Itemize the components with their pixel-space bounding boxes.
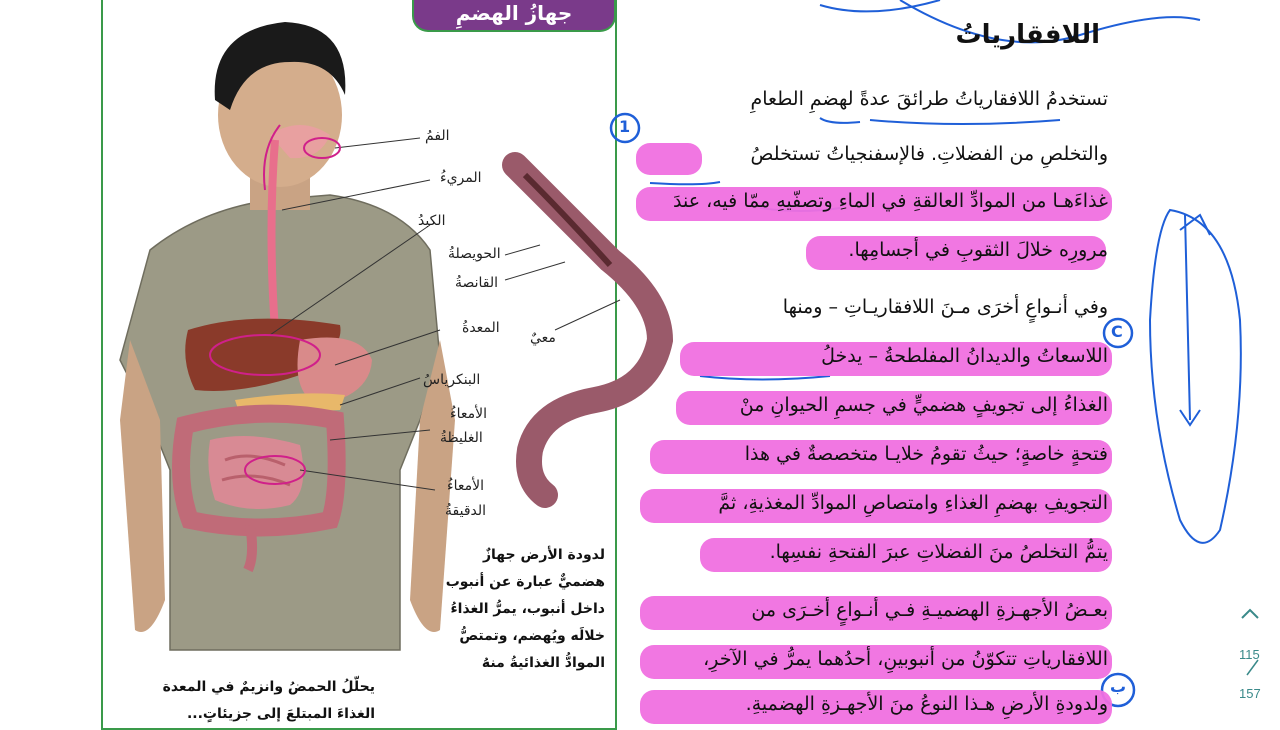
label-stomach: المعدةُ [462,320,500,336]
annotation-circle-3: ب [1110,677,1127,696]
label-mouth: الفمُ [425,128,450,144]
paragraph1-line: غذاءَهـا من الموادِّ العالقةِ في الماءِ وتصفّيهِ ممّا فيه، عندَ [672,190,1108,212]
label-liver: الكبدُ [418,213,446,229]
paragraph3-line: بعـضُ الأجهـزةِ الهضميـةِ فـي أنـواعٍ أخـرَى من [751,599,1108,621]
page-current: 115 [1239,647,1260,662]
annotation-circle-1: 1 [619,117,631,136]
rectum [248,525,252,570]
label-large-intestine-2: الغليظةُ [440,430,483,446]
paragraph1-line: والتخلصِ من الفضلاتِ. فالإسفنجياتُ تستخلصُ [750,143,1108,165]
small-intestine [208,436,303,509]
paragraph2-line: وفي أنـواعٍ أخرَى مـنَ اللافقاريـاتِ – ومنها [782,296,1108,318]
label-pancreas: البنكرياسُ [423,372,481,388]
scroll-up-button[interactable] [1240,606,1256,620]
section-heading: اللافقارياتُ [955,20,1100,50]
paragraph2-line: التجويفِ بهضمِ الغذاءِ وامتصاصِ الموادِّ المغذيةِ، ثمَّ [718,492,1108,514]
highlight [636,143,702,175]
paragraph2-line: الغذاءُ إلى تجويفٍ هضميٍّ في جسمِ الحيوانِ منْ [739,394,1108,416]
figure-title: جهازُ الهضمِ [412,0,616,32]
esophagus-tube [272,140,276,330]
label-worm-intestine: معيٌ [530,330,556,346]
paragraph3-line: اللافقارياتِ تتكوّنُ من أنبوبينِ، أحدُهما يمرُّ في الآخرِ، [703,648,1108,670]
label-small-intestine-2: الدقيقةُ [445,503,487,519]
paragraph2-line: يتمُّ التخلصُ منَ الفضلاتِ عبرَ الفتحةِ نفسِها. [769,541,1108,563]
label-small-intestine-1: الأمعاءُ [447,478,484,494]
label-esophagus: المريءُ [440,170,482,186]
label-gizzard: القانصةُ [455,275,499,291]
page-total: 157 [1239,686,1261,701]
worm-caption: لدودة الأرض جهازٌ هضميٌّ عبارة عن أنبوب داخل أنبوب، يمرُّ الغذاءُ خلالَه ويُهضم، وتمتصُّ الموادُّ الغذائيةُ منهُ [445,547,605,671]
paragraph3-line: ولدودةِ الأرضِ هـذا النوعُ منَ الأجهـزةِ الهضميةِ. [745,693,1108,715]
label-large-intestine-1: الأمعاءُ [450,406,487,422]
paragraph2-line: فتحةٍ خاصةٍ؛ حيثُ تقومُ خلايـا متخصصةٌ في هذا [744,443,1108,465]
label-crop: الحويصلةُ [448,246,501,262]
paragraph1-line: مرورِه خلالَ الثقوبِ في أجسامِها. [848,239,1108,261]
annotation-circle-2: C [1111,322,1123,341]
paragraph1-line: تستخدمُ اللافقارياتُ طرائقَ عدةً لهضمِ الطعامِ [750,88,1108,110]
paragraph2-line: اللاسعاتُ والديدانُ المفلطحةُ – يدخلُ [821,345,1108,367]
human-caption: يحلّلُ الحمضُ وانزيمٌ في المعدة الغذاءَ المبتلعَ إلى جزيئاتٍ... [162,679,375,722]
